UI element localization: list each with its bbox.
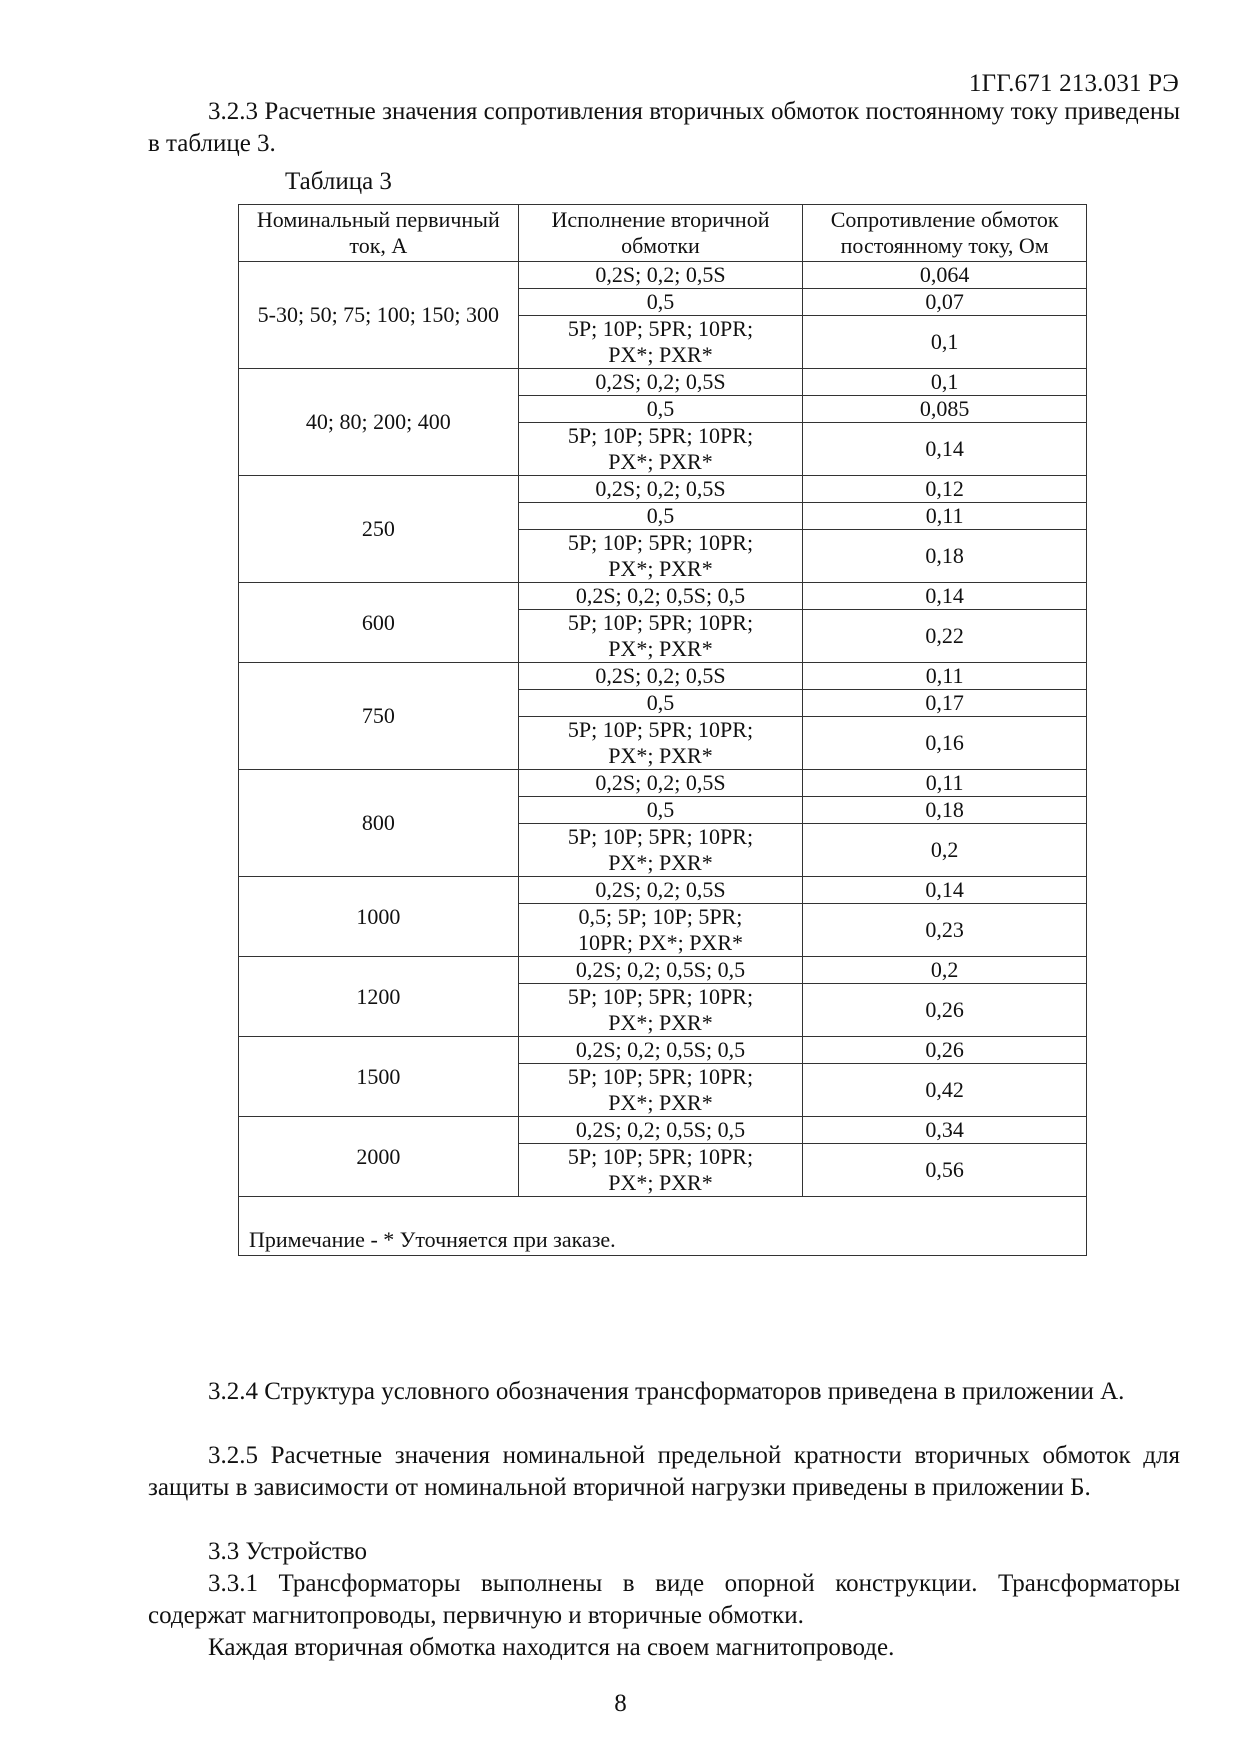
- resistance-value-cell: 0,07: [803, 289, 1087, 316]
- winding-type-cell: 0,2S; 0,2; 0,5S: [518, 262, 803, 289]
- resistance-value-cell: 0,18: [803, 530, 1087, 583]
- resistance-value-cell: 0,14: [803, 583, 1087, 610]
- resistance-value-cell: 0,26: [803, 1037, 1087, 1064]
- primary-current-cell: 1200: [239, 957, 519, 1037]
- primary-current-cell: 1500: [239, 1037, 519, 1117]
- table-row: [239, 476, 1087, 503]
- resistance-value-cell: 0,11: [803, 503, 1087, 530]
- winding-type-cell: 5P; 10P; 5PR; 10PR; PX*; PXR*: [518, 423, 803, 476]
- table-row: [239, 262, 1087, 289]
- winding-type-cell: 5P; 10P; 5PR; 10PR; PX*; PXR*: [518, 610, 803, 663]
- table-caption: Таблица 3: [285, 168, 392, 195]
- winding-type-cell: 0,2S; 0,2; 0,5S; 0,5: [518, 957, 803, 984]
- paragraph-3-3-1: 3.3.1 Трансформаторы выполнены в виде опорной конструкции. Трансформаторы содержат магнитопроводы, первичную и вторичные обмотки.: [148, 1570, 1180, 1629]
- winding-type-cell: 5P; 10P; 5PR; 10PR; PX*; PXR*: [518, 984, 803, 1037]
- resistance-value-cell: 0,16: [803, 717, 1087, 770]
- table-row: [239, 369, 1087, 396]
- resistance-table: [238, 204, 1087, 1256]
- primary-current-cell: 40; 80; 200; 400: [239, 369, 519, 476]
- table-row: [239, 957, 1087, 984]
- winding-type-cell: 5P; 10P; 5PR; 10PR; PX*; PXR*: [518, 316, 803, 369]
- winding-type-cell: 5P; 10P; 5PR; 10PR; PX*; PXR*: [518, 1144, 803, 1197]
- winding-type-cell: 0,5: [518, 503, 803, 530]
- winding-type-cell: 0,5: [518, 797, 803, 824]
- paragraph-3-2-3: 3.2.3 Расчетные значения сопротивления вторичных обмоток постоянному току приведены в таблице 3.: [148, 98, 1180, 157]
- header-resistance: Сопротивление обмоток постоянному току, Ом: [803, 205, 1087, 262]
- table-row: [239, 583, 1087, 610]
- winding-type-cell: 0,5: [518, 289, 803, 316]
- resistance-value-cell: 0,11: [803, 663, 1087, 690]
- table-note: Примечание - * Уточняется при заказе.: [239, 1197, 1087, 1256]
- resistance-value-cell: 0,1: [803, 369, 1087, 396]
- resistance-value-cell: 0,064: [803, 262, 1087, 289]
- winding-type-cell: 5P; 10P; 5PR; 10PR; PX*; PXR*: [518, 530, 803, 583]
- resistance-value-cell: 0,085: [803, 396, 1087, 423]
- winding-type-cell: 0,5: [518, 690, 803, 717]
- primary-current-cell: 800: [239, 770, 519, 877]
- resistance-value-cell: 0,42: [803, 1064, 1087, 1117]
- table-row: [239, 1117, 1087, 1144]
- winding-type-cell: 0,2S; 0,2; 0,5S: [518, 476, 803, 503]
- primary-current-cell: 250: [239, 476, 519, 583]
- document-id: 1ГГ.671 213.031 РЭ: [968, 70, 1179, 97]
- primary-current-cell: 600: [239, 583, 519, 663]
- paragraph-last: Каждая вторичная обмотка находится на своем магнитопроводе.: [208, 1634, 895, 1661]
- table-row: [239, 770, 1087, 797]
- winding-type-cell: 0,5; 5P; 10P; 5PR; 10PR; PX*; PXR*: [518, 904, 803, 957]
- resistance-value-cell: 0,14: [803, 423, 1087, 476]
- resistance-value-cell: 0,12: [803, 476, 1087, 503]
- primary-current-cell: 5-30; 50; 75; 100; 150; 300: [239, 262, 519, 369]
- table-body: [239, 262, 1087, 1197]
- resistance-value-cell: 0,2: [803, 824, 1087, 877]
- resistance-value-cell: 0,18: [803, 797, 1087, 824]
- resistance-value-cell: 0,56: [803, 1144, 1087, 1197]
- paragraph-3-2-5: 3.2.5 Расчетные значения номинальной предельной кратности вторичных обмоток для защиты в зависимости от номинальной вторичной нагрузки приведены в приложении Б.: [148, 1442, 1180, 1501]
- resistance-value-cell: 0,17: [803, 690, 1087, 717]
- winding-type-cell: 0,2S; 0,2; 0,5S: [518, 877, 803, 904]
- winding-type-cell: 0,2S; 0,2; 0,5S: [518, 663, 803, 690]
- resistance-value-cell: 0,34: [803, 1117, 1087, 1144]
- resistance-value-cell: 0,26: [803, 984, 1087, 1037]
- winding-type-cell: 5P; 10P; 5PR; 10PR; PX*; PXR*: [518, 824, 803, 877]
- resistance-value-cell: 0,1: [803, 316, 1087, 369]
- section-heading-3-3: 3.3 Устройство: [208, 1538, 368, 1565]
- table-row: [239, 877, 1087, 904]
- resistance-value-cell: 0,23: [803, 904, 1087, 957]
- winding-type-cell: 0,2S; 0,2; 0,5S: [518, 770, 803, 797]
- winding-type-cell: 0,2S; 0,2; 0,5S: [518, 369, 803, 396]
- resistance-value-cell: 0,11: [803, 770, 1087, 797]
- winding-type-cell: 0,2S; 0,2; 0,5S; 0,5: [518, 1117, 803, 1144]
- table-header-row: [239, 205, 1087, 262]
- primary-current-cell: 750: [239, 663, 519, 770]
- resistance-value-cell: 0,22: [803, 610, 1087, 663]
- resistance-value-cell: 0,14: [803, 877, 1087, 904]
- primary-current-cell: 1000: [239, 877, 519, 957]
- winding-type-cell: 5P; 10P; 5PR; 10PR; PX*; PXR*: [518, 717, 803, 770]
- header-winding-type: Исполнение вторичной обмотки: [518, 205, 803, 262]
- winding-type-cell: 0,5: [518, 396, 803, 423]
- winding-type-cell: 0,2S; 0,2; 0,5S; 0,5: [518, 1037, 803, 1064]
- table-row: [239, 663, 1087, 690]
- paragraph-3-2-4: 3.2.4 Структура условного обозначения трансформаторов приведена в приложении А.: [208, 1378, 1125, 1405]
- header-primary-current: Номинальный первичный ток, А: [239, 205, 519, 262]
- table-row: [239, 1037, 1087, 1064]
- resistance-value-cell: 0,2: [803, 957, 1087, 984]
- page-number: 8: [614, 1690, 627, 1717]
- winding-type-cell: 0,2S; 0,2; 0,5S; 0,5: [518, 583, 803, 610]
- winding-type-cell: 5P; 10P; 5PR; 10PR; PX*; PXR*: [518, 1064, 803, 1117]
- primary-current-cell: 2000: [239, 1117, 519, 1197]
- table-note-row: [239, 1197, 1087, 1256]
